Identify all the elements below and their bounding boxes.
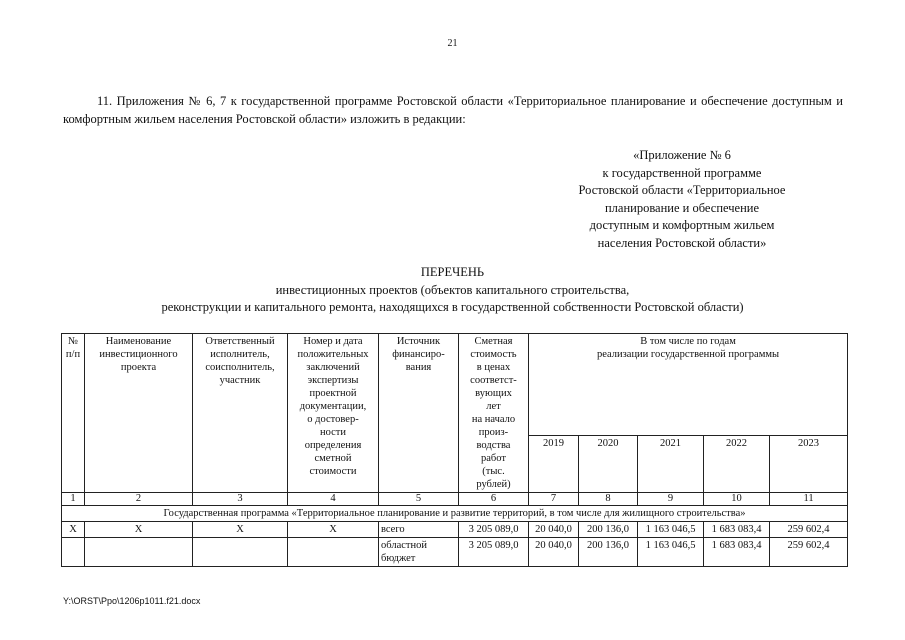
source-cell bbox=[379, 538, 459, 567]
header-executor bbox=[193, 334, 288, 493]
header-text: Ответственный bbox=[205, 336, 275, 347]
header-estimated-cost bbox=[459, 334, 529, 493]
header-text: проекта bbox=[120, 362, 157, 373]
value-cell: 1 163 046,5 bbox=[638, 538, 704, 567]
header-expertise bbox=[288, 334, 379, 493]
appendix-caption bbox=[543, 147, 821, 252]
header-source bbox=[379, 334, 459, 493]
header-row bbox=[62, 334, 848, 436]
header-text: водства bbox=[476, 440, 511, 451]
appendix-line: Ростовской области «Территориальное bbox=[578, 183, 786, 197]
header-text: произ- bbox=[478, 427, 509, 438]
header-text: документации, bbox=[299, 401, 367, 412]
value-cell: 200 136,0 bbox=[579, 522, 638, 538]
source-line: областной bbox=[381, 540, 427, 551]
header-text: в ценах bbox=[476, 362, 511, 373]
empty-cell bbox=[85, 538, 193, 567]
header-text: сметной bbox=[314, 453, 352, 464]
column-number: 11 bbox=[770, 493, 848, 506]
column-number: 3 bbox=[193, 493, 288, 506]
header-years-group bbox=[529, 334, 848, 436]
column-number: 5 bbox=[379, 493, 459, 506]
header-text: рублей) bbox=[476, 479, 511, 490]
header-text: проектной bbox=[309, 388, 357, 399]
header-text: Наименование bbox=[105, 336, 172, 347]
investment-projects-table bbox=[61, 333, 848, 567]
header-text: реализации государственной программы bbox=[596, 349, 780, 360]
table-row bbox=[62, 522, 848, 538]
program-title: Государственная программа «Территориальное планирование и развитие территорий, в том числе для жилищного строительства» bbox=[62, 506, 848, 522]
header-text: Источник bbox=[396, 336, 441, 347]
intro-paragraph bbox=[63, 92, 843, 128]
header-text: экспертизы bbox=[307, 375, 359, 386]
document-heading bbox=[0, 264, 905, 317]
value-cell: 259 602,4 bbox=[770, 538, 848, 567]
column-number: 6 bbox=[459, 493, 529, 506]
value-cell: 1 683 083,4 bbox=[704, 522, 770, 538]
source-cell: всего bbox=[379, 522, 459, 538]
appendix-line: доступным и комфортным жильем bbox=[589, 218, 775, 232]
header-text: участник bbox=[219, 375, 261, 386]
empty-cell bbox=[193, 538, 288, 567]
column-number: 1 bbox=[62, 493, 85, 506]
mark-cell: X bbox=[288, 522, 379, 538]
header-number bbox=[62, 334, 85, 493]
header-text: положительных bbox=[297, 349, 369, 360]
column-number: 8 bbox=[579, 493, 638, 506]
source-line: бюджет bbox=[381, 553, 416, 564]
header-year-2021: 2021 bbox=[638, 436, 704, 493]
header-text: вания bbox=[405, 362, 432, 373]
header-year-2019: 2019 bbox=[529, 436, 579, 493]
heading-title: ПЕРЕЧЕНЬ bbox=[420, 265, 485, 279]
header-text: заключений bbox=[306, 362, 360, 373]
header-text: исполнитель, bbox=[210, 349, 270, 360]
mark-cell: X bbox=[62, 522, 85, 538]
table-row bbox=[62, 538, 848, 567]
empty-cell bbox=[62, 538, 85, 567]
header-text: определения bbox=[304, 440, 362, 451]
column-number: 9 bbox=[638, 493, 704, 506]
mark-cell: X bbox=[85, 522, 193, 538]
value-cell: 259 602,4 bbox=[770, 522, 848, 538]
header-text: соисполнитель, bbox=[205, 362, 275, 373]
appendix-line: планирование и обеспечение bbox=[604, 200, 760, 215]
mark-cell: X bbox=[193, 522, 288, 538]
value-cell: 200 136,0 bbox=[579, 538, 638, 567]
header-text: вующих bbox=[475, 388, 512, 399]
value-cell: 20 040,0 bbox=[529, 538, 579, 567]
column-number: 10 bbox=[704, 493, 770, 506]
appendix-line: «Приложение № 6 bbox=[633, 148, 731, 162]
header-text: лет bbox=[486, 401, 501, 412]
header-text: инвестиционного bbox=[99, 349, 178, 360]
value-cell: 20 040,0 bbox=[529, 522, 579, 538]
value-cell: 3 205 089,0 bbox=[459, 538, 529, 567]
header-text: о достовер- bbox=[307, 414, 359, 425]
appendix-line: населения Ростовской области» bbox=[597, 235, 767, 250]
page-number: 21 bbox=[447, 38, 458, 49]
intro-text: 11. Приложения № 6, 7 к государственной программе Ростовской области «Территориальное планирование и обеспечение доступным и комфортным жильем населения Ростовской области» изложить в редакции: bbox=[63, 94, 843, 126]
header-text: (тыс. bbox=[482, 466, 505, 477]
appendix-line: к государственной программе bbox=[602, 165, 762, 180]
value-cell: 3 205 089,0 bbox=[459, 522, 529, 538]
column-number: 2 bbox=[85, 493, 193, 506]
header-text: п/п bbox=[65, 349, 81, 360]
header-project-name bbox=[85, 334, 193, 493]
header-year-2022: 2022 bbox=[704, 436, 770, 493]
header-text: финансиро- bbox=[392, 349, 445, 360]
file-path-footer: Y:\ORST\Ppo\1206p1011.f21.docx bbox=[63, 596, 201, 606]
header-text: соответст- bbox=[470, 375, 517, 386]
heading-subtitle-2: реконструкции и капитального ремонта, находящихся в государственной собственности Ростовской области) bbox=[161, 300, 744, 314]
header-text: В том числе по годам bbox=[640, 336, 736, 347]
header-text: № bbox=[67, 336, 79, 347]
header-text: ности bbox=[320, 427, 346, 438]
value-cell: 1 683 083,4 bbox=[704, 538, 770, 567]
header-year-2020: 2020 bbox=[579, 436, 638, 493]
header-text: Номер и дата bbox=[303, 336, 363, 347]
header-text: стоимости bbox=[309, 466, 357, 477]
header-text: работ bbox=[481, 453, 506, 464]
heading-subtitle-1: инвестиционных проектов (объектов капитального строительства, bbox=[275, 282, 630, 297]
empty-cell bbox=[288, 538, 379, 567]
header-text: стоимость bbox=[470, 349, 517, 360]
header-text: Сметная bbox=[474, 336, 513, 347]
value-cell: 1 163 046,5 bbox=[638, 522, 704, 538]
column-number-row bbox=[62, 493, 848, 506]
column-number: 7 bbox=[529, 493, 579, 506]
program-row bbox=[62, 506, 848, 522]
column-number: 4 bbox=[288, 493, 379, 506]
header-text: на начало bbox=[471, 414, 516, 425]
header-year-2023: 2023 bbox=[770, 436, 848, 493]
